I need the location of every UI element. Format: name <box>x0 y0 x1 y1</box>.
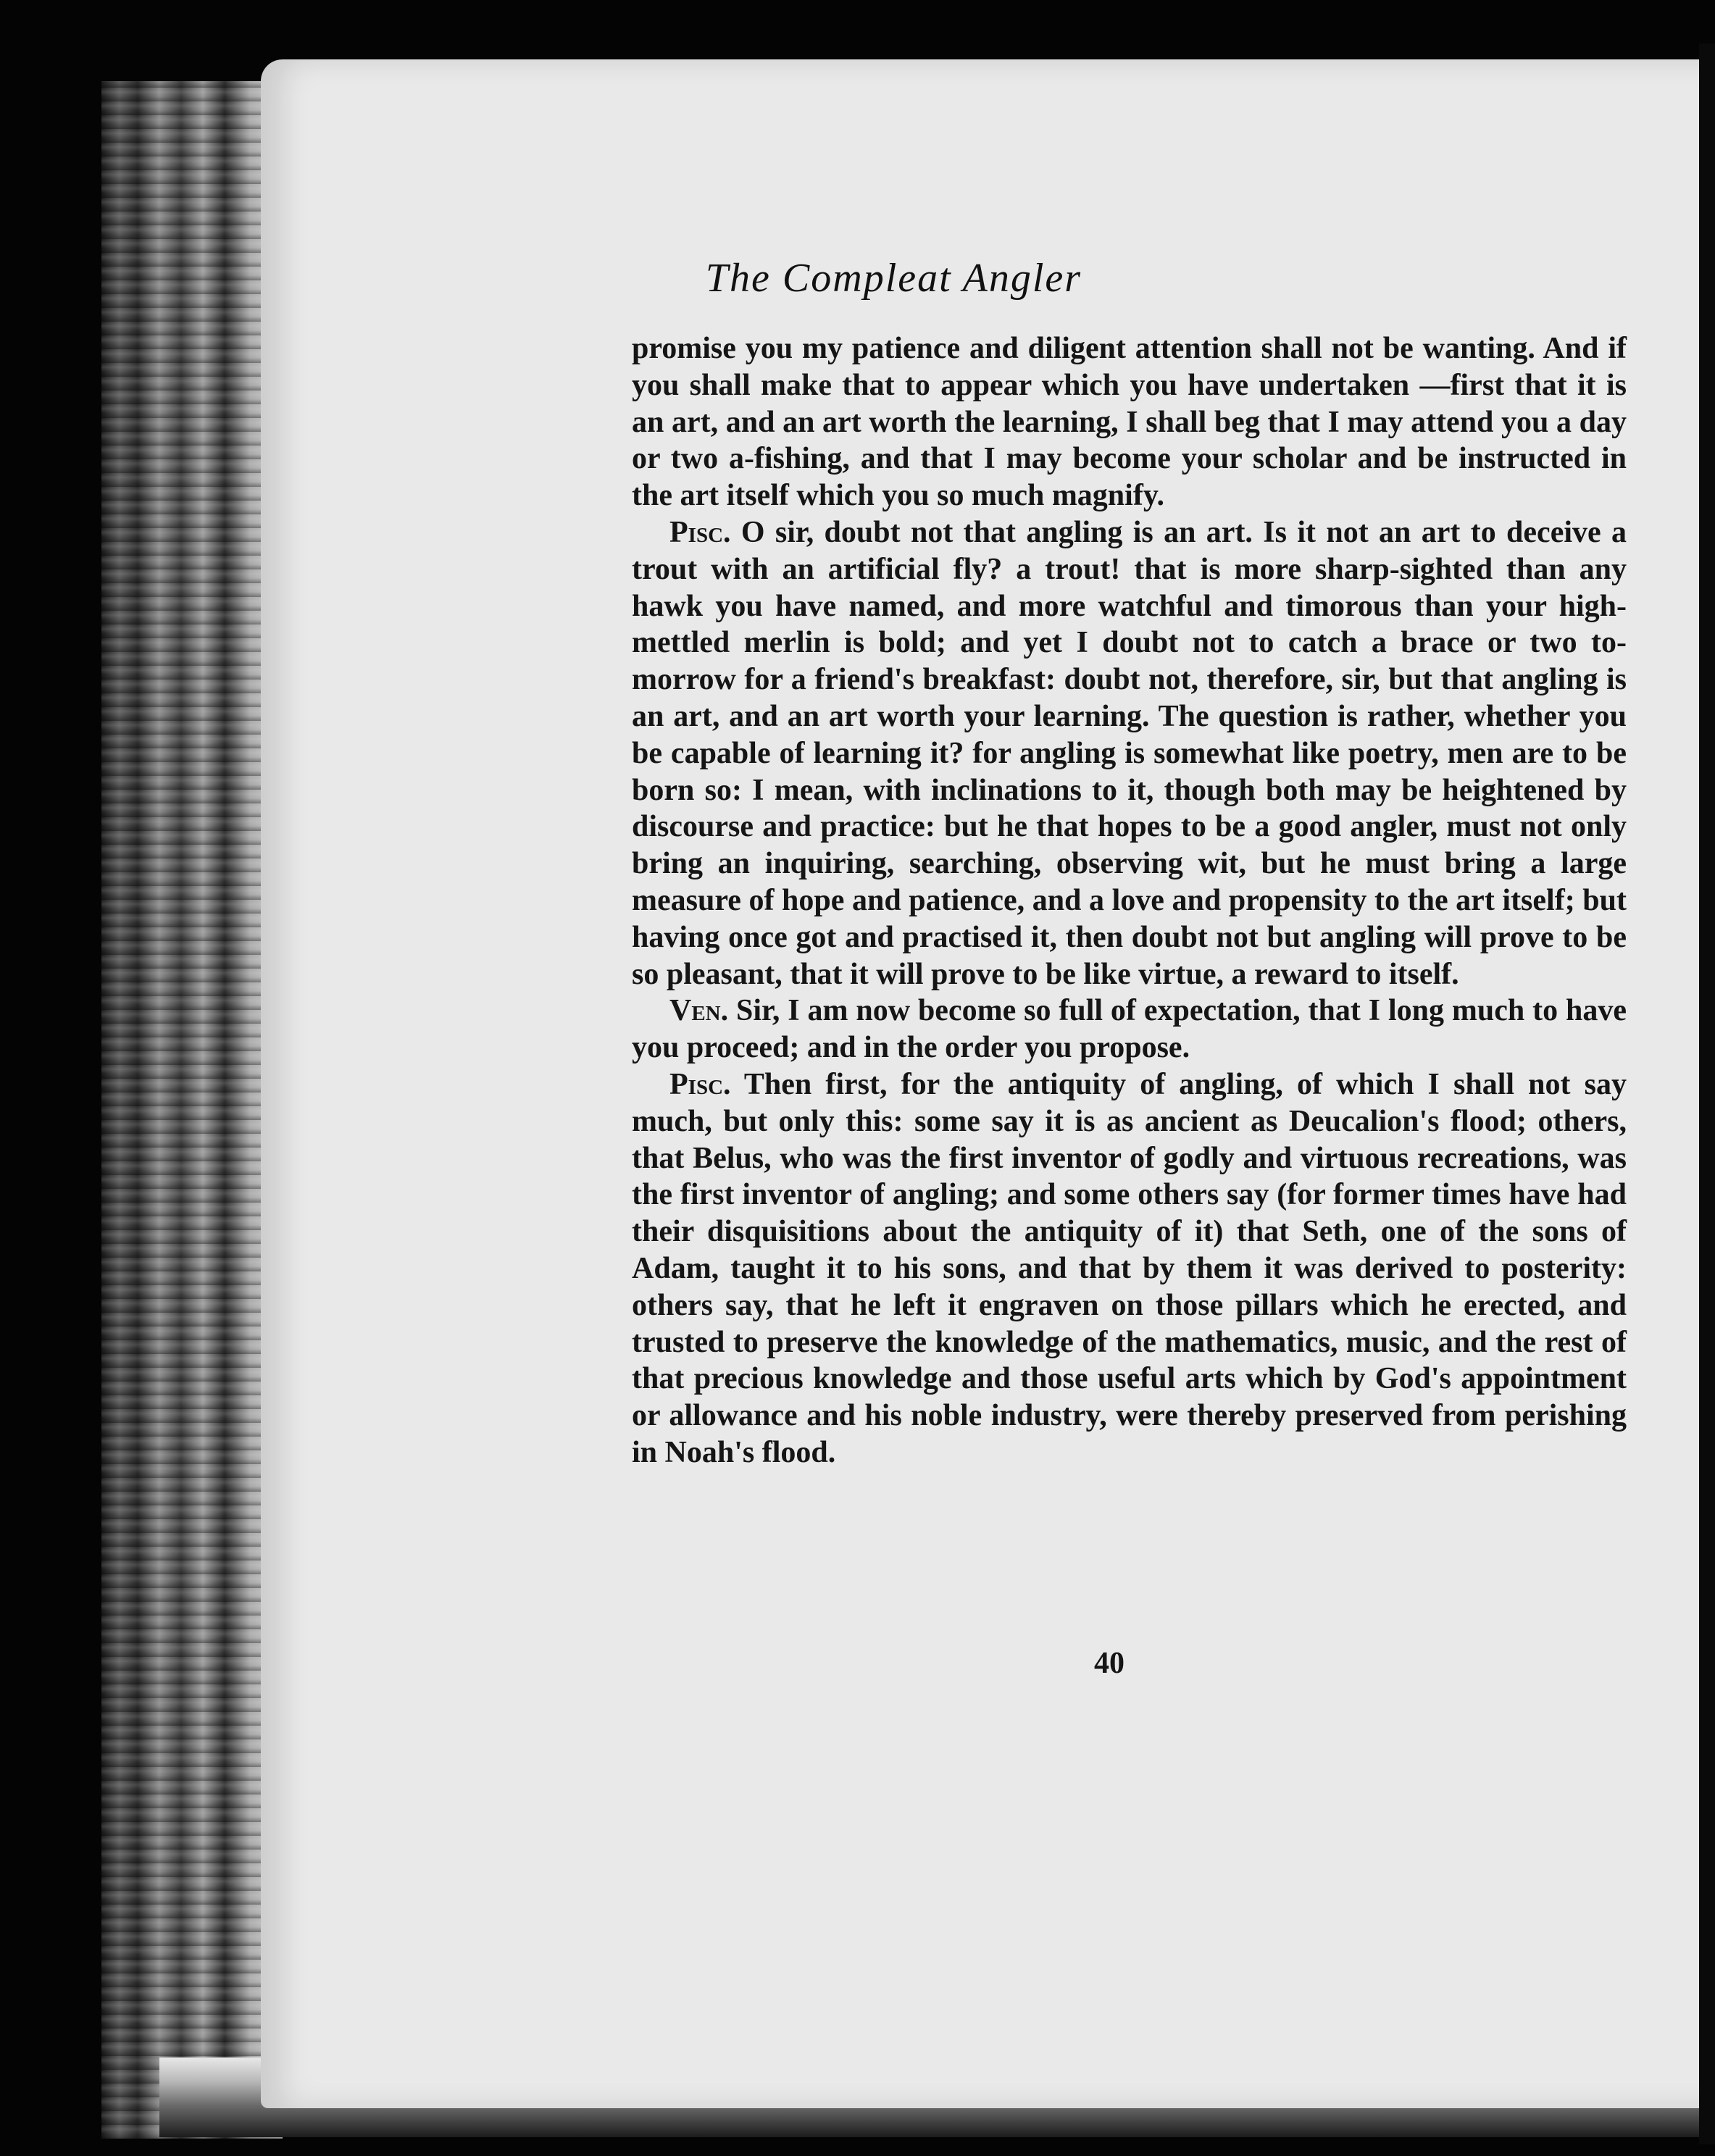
paragraph-1-text: promise you my patience and diligent attention shall not be wanting. And if you shall make that to appear which you have undertaken —first that it is an art, and an art worth the learning, I shall beg that I may attend you a day or two a-fishing, and that I may become your scholar and be instructed in the art itself which you so much magnify. <box>632 332 1627 513</box>
speaker-label: Ven. <box>669 994 729 1028</box>
paragraph-1 <box>632 330 1627 514</box>
paragraph-3-text: Sir, I am now become so full of expectation, that I long much to have you proceed; and in the order you propose. <box>632 994 1627 1065</box>
page-number: 40 <box>1094 1647 1124 1680</box>
paragraph-2-text: O sir, doubt not that angling is an art. Is it not an art to deceive a trout with an artificial fly? a trout! that is more sharp-sighted than any hawk you have named, and more watchful and timorous than your high-mettled merlin is bold; and yet I doubt not to catch a brace or two to-morrow for a friend's breakfast: doubt not, therefore, sir, but that angling is an art, and an art worth your learning. The question is rather, whether you be capable of learning it? for angling is somewhat like poetry, men are to be born so: I mean, with inclinations to it, though both may be heightened by discourse and practice: but he that hopes to be a good angler, must not only bring an inquiring, searching, observing wit, but he must bring a large measure of hope and patience, and a love and propensity to the art itself; but having once got and practised it, then doubt not but angling will prove to be so pleasant, that it will prove to be like virtue, a reward to itself. <box>632 515 1627 991</box>
speaker-label: Pisc. <box>669 515 731 549</box>
paragraph-4-text: Then first, for the antiquity of angling, of which I shall not say much, but only this: some say it is as ancient as Deucalion's flood; others, that Belus, who was the first inventor of godly and virtuous recreations, was the first inventor of angling; and some others say (for former times have had their disquisitions about the antiquity of it) that Seth, one of the sons of Adam, taught it to his sons, and that by them it was derived to posterity: others say, that he left it engraven on those pillars which he erected, and trusted to preserve the knowledge of the mathematics, music, and the rest of that precious knowledge and those useful arts which by God's appointment or allowance and his noble industry, were thereby preserved from perishing in Noah's flood. <box>632 1067 1627 1469</box>
speaker-label: Pisc. <box>669 1067 731 1101</box>
paragraph-2 <box>632 514 1627 993</box>
scan-border-right <box>1699 43 1715 2144</box>
page-body <box>632 330 1627 1471</box>
book-page-edges-texture <box>101 81 283 2139</box>
paragraph-3 <box>632 993 1627 1066</box>
paragraph-4 <box>632 1066 1627 1471</box>
running-head: The Compleat Angler <box>705 256 1082 301</box>
